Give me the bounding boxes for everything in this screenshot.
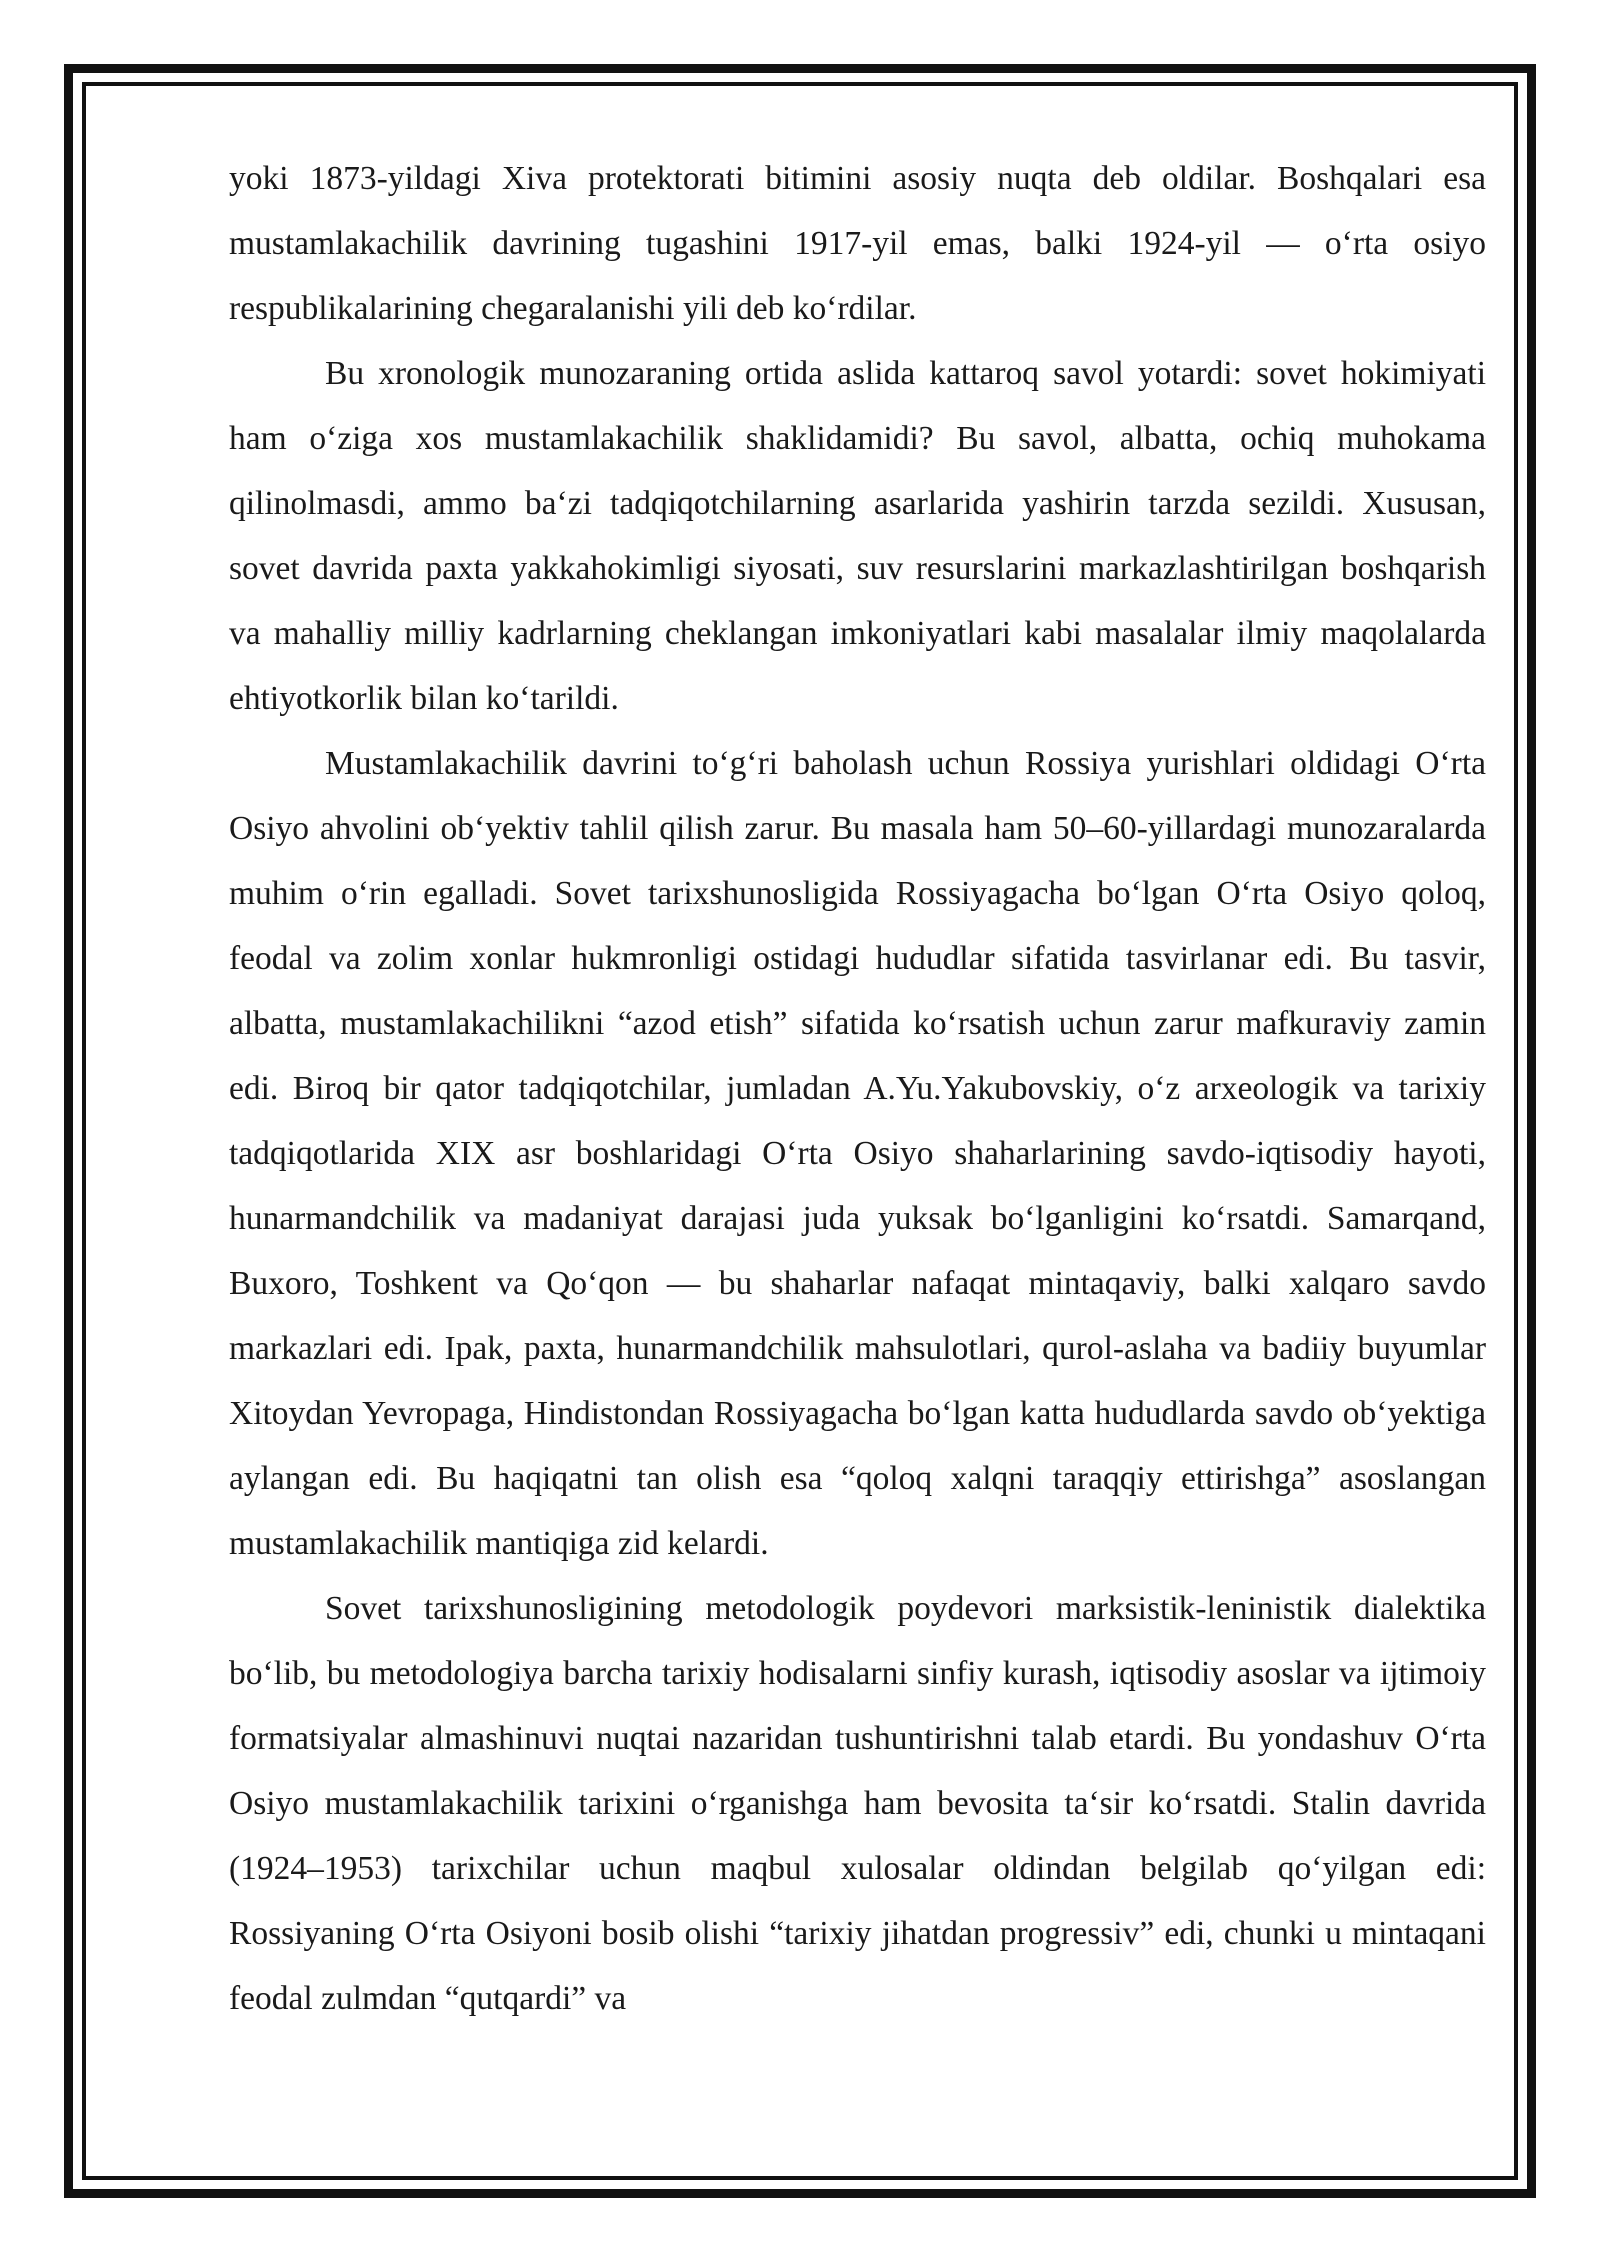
document-body — [229, 146, 1486, 2031]
paragraph-2: Bu xronologik munozaraning ortida aslida kattaroq savol yotardi: sovet hokimiyati ham o‘ziga xos mustamlakachilik shaklidamidi? Bu savol, albatta, ochiq muhokama qilinolmasdi, ammo ba‘zi tadqiqotchilarning asarlarida yashirin tarzda sezildi. Xususan, sovet davrida paxta yakkahokimligi siyosati, suv resurslarini markazlashtirilgan boshqarish va mahalliy milliy kadrlarning cheklangan imkoniyatlari kabi masalalar ilmiy maqolalarda ehtiyotkorlik bilan ko‘tarildi. — [229, 355, 1486, 717]
paragraph-4: Sovet tarixshunosligining metodologik poydevori marksistik-leninistik dialektika bo‘lib, bu metodologiya barcha tarixiy hodisalarni sinfiy kurash, iqtisodiy asoslar va ijtimoiy formatsiyalar almashinuvi nuqtai nazaridan tushuntirishni talab etardi. Bu yondashuv O‘rta Osiyo mustamlakachilik tarixini o‘rganishga ham bevosita ta‘sir ko‘rsatdi. Stalin davrida (1924–1953) tarixchilar uchun maqbul xulosalar oldindan belgilab qo‘yilgan edi: Rossiyaning O‘rta Osiyoni bosib olishi “tarixiy jihatdan progressiv” edi, chunki u mintaqani feodal zulmdan “qutqardi” va — [229, 1590, 1486, 2017]
paragraph-1: yoki 1873-yildagi Xiva protektorati bitimini asosiy nuqta deb oldilar. Boshqalari esa mustamlakachilik davrining tugashini 1917-yil emas, balki 1924-yil — o‘rta osiyo respublikalarining chegaralanishi yili deb ko‘rdilar. — [229, 160, 1486, 327]
paragraph-3: Mustamlakachilik davrini to‘g‘ri baholash uchun Rossiya yurishlari oldidagi O‘rta Osiyo ahvolini ob‘yektiv tahlil qilish zarur. Bu masala ham 50–60-yillardagi munozaralarda muhim o‘rin egalladi. Sovet tarixshunosligida Rossiyagacha bo‘lgan O‘rta Osiyo qoloq, feodal va zolim xonlar hukmronligi ostidagi hududlar sifatida tasvirlanar edi. Bu tasvir, albatta, mustamlakachilikni “azod etish” sifatida ko‘rsatish uchun zarur mafkuraviy zamin edi. Biroq bir qator tadqiqotchilar, jumladan A.Yu.Yakubovskiy, o‘z arxeologik va tarixiy tadqiqotlarida XIX asr boshlaridagi O‘rta Osiyo shaharlarining savdo-iqtisodiy hayoti, hunarmandchilik va madaniyat darajasi juda yuksak bo‘lganligini ko‘rsatdi. Samarqand, Buxoro, Toshkent va Qo‘qon — bu shaharlar nafaqat mintaqaviy, balki xalqaro savdo markazlari edi. Ipak, paxta, hunarmandchilik mahsulotlari, qurol-aslaha va badiiy buyumlar Xitoydan Yevropaga, Hindistondan Rossiyagacha bo‘lgan katta hududlarda savdo ob‘yektiga aylangan edi. Bu haqiqatni tan olish esa “qoloq xalqni taraqqiy ettirishga” asoslangan mustamlakachilik mantiqiga zid kelardi. — [229, 745, 1486, 1562]
